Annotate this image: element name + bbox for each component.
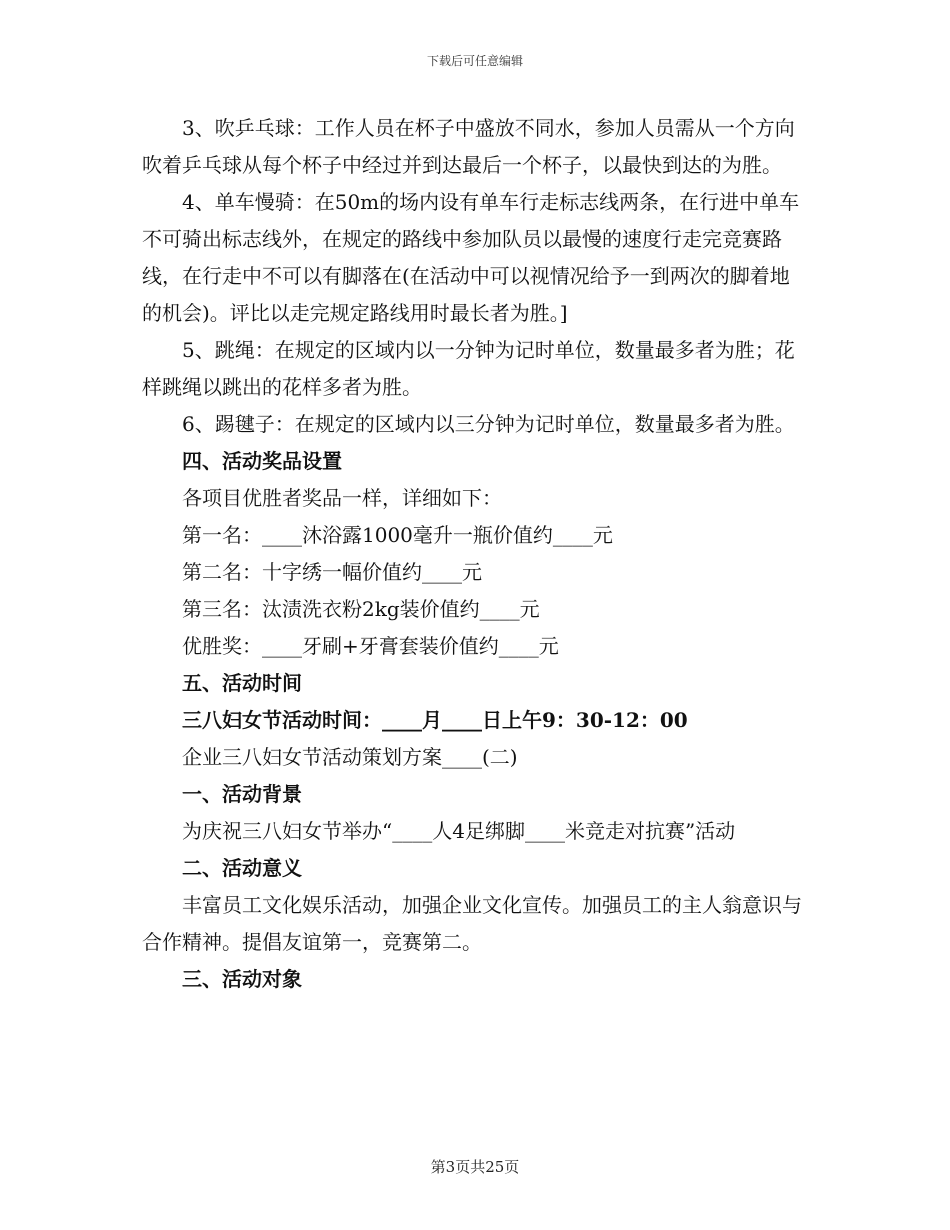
section-heading-audience: 三、活动对象 xyxy=(182,967,302,991)
background-paragraph: 为庆祝三八妇女节举办“____人4足绑脚____米竞走对抗赛”活动 xyxy=(182,819,736,843)
item-4-paragraph: 4、单车慢骑：在50m的场内设有单车行走标志线两条，在行进中单车不可骑出标志线外，在规定的路线中参加队员以最慢的速度行走完竞赛路线，在行走中不可以有脚落在(在活动中可以视情况给予一到两次的脚着地的机会)。评比以走完规定路线用时最长者为胜。] xyxy=(142,190,800,325)
prize-excellence: 优胜奖：____牙刷+牙膏套装价值约____元 xyxy=(182,634,559,658)
section-heading-background: 一、活动背景 xyxy=(182,782,302,806)
item-3-paragraph: 3、吹乒乓球：工作人员在杯子中盛放不同水，参加人员需从一个方向吹着乒乓球从每个杯子中经过并到达最后一个杯子，以最快到达的为胜。 xyxy=(142,116,795,177)
item-5-paragraph: 5、跳绳：在规定的区域内以一分钟为记时单位，数量最多者为胜；花样跳绳以跳出的花样多者为胜。 xyxy=(142,338,795,399)
plan-title-two: 企业三八妇女节活动策划方案____(二) xyxy=(182,745,518,769)
section-heading-significance: 二、活动意义 xyxy=(182,856,302,880)
item-6-paragraph: 6、踢毽子：在规定的区域内以三分钟为记时单位，数量最多者为胜。 xyxy=(182,412,795,436)
section-heading-time: 五、活动时间 xyxy=(182,671,302,695)
prize-second: 第二名：十字绣一幅价值约____元 xyxy=(182,560,482,584)
activity-time: 三八妇女节活动时间：____月____日上午9：30-12：00 xyxy=(182,708,688,732)
prize-first: 第一名：____沐浴露1000毫升一瓶价值约____元 xyxy=(182,523,613,547)
prize-third: 第三名：汰渍洗衣粉2kg装价值约____元 xyxy=(182,597,540,621)
prizes-intro: 各项目优胜者奖品一样，详细如下： xyxy=(182,486,502,510)
significance-paragraph: 丰富员工文化娱乐活动，加强企业文化宣传。加强员工的主人翁意识与合作精神。提倡友谊第一，竞赛第二。 xyxy=(142,893,802,954)
section-heading-prizes: 四、活动奖品设置 xyxy=(182,449,342,473)
page-header: 下载后可任意编辑 xyxy=(426,54,523,68)
page-number: 第3页共25页 xyxy=(430,1158,520,1176)
document-body xyxy=(142,110,808,998)
